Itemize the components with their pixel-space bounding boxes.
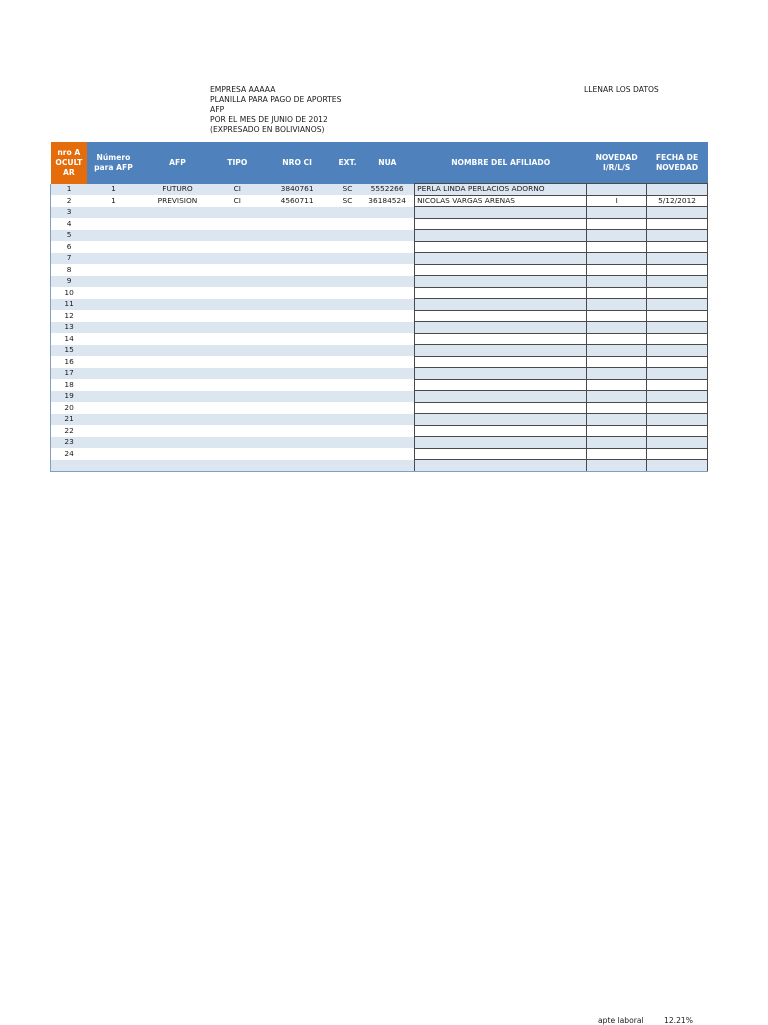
cell-numero[interactable] — [87, 368, 139, 380]
cell-numero[interactable] — [87, 218, 139, 230]
cell-tipo[interactable] — [215, 287, 259, 299]
cell-nro-ci[interactable]: 3840761 — [259, 184, 335, 196]
cell-novedad[interactable] — [587, 184, 647, 196]
cell-nro[interactable]: 11 — [51, 299, 88, 311]
cell-nro[interactable]: 15 — [51, 345, 88, 357]
cell-nua[interactable] — [360, 356, 415, 368]
cell-nombre[interactable] — [415, 241, 587, 253]
cell-tipo[interactable] — [215, 241, 259, 253]
cell-novedad[interactable]: I — [587, 195, 647, 207]
cell-numero[interactable] — [87, 460, 139, 472]
cell-novedad[interactable] — [587, 218, 647, 230]
cell-novedad[interactable] — [587, 425, 647, 437]
table-row — [51, 379, 708, 391]
cell-nombre[interactable] — [415, 425, 587, 437]
cell-nro[interactable]: 24 — [51, 448, 88, 460]
cell-nua[interactable] — [360, 276, 415, 288]
cell-afp[interactable] — [140, 322, 216, 334]
cell-nua[interactable] — [360, 437, 415, 449]
cell-nro-ci[interactable] — [259, 322, 335, 334]
cell-tipo[interactable] — [215, 218, 259, 230]
cell-nro[interactable]: 1 — [51, 184, 88, 196]
cell-nro[interactable]: 20 — [51, 402, 88, 414]
cell-afp[interactable] — [140, 425, 216, 437]
cell-ext[interactable] — [335, 253, 360, 265]
cell-nro[interactable]: 10 — [51, 287, 88, 299]
cell-nua[interactable] — [360, 310, 415, 322]
cell-tipo[interactable]: CI — [233, 195, 241, 205]
cell-nro-ci[interactable] — [259, 414, 335, 426]
cell-afp[interactable] — [140, 264, 216, 276]
cell-nro-ci[interactable] — [259, 356, 335, 368]
cell-nro-ci[interactable] — [259, 264, 335, 276]
cell-ext[interactable] — [335, 322, 360, 334]
cell-nro[interactable]: 16 — [51, 356, 88, 368]
table-row — [51, 333, 708, 345]
col-header-nua: NUA — [360, 142, 415, 184]
cell-nro-ci[interactable] — [259, 379, 335, 391]
cell-fecha[interactable] — [647, 230, 708, 242]
cell-nro-ci[interactable] — [259, 241, 335, 253]
cell-nro[interactable]: 22 — [51, 425, 88, 437]
cell-nombre[interactable] — [415, 402, 587, 414]
cell-ext[interactable] — [335, 379, 360, 391]
cell-fecha[interactable] — [647, 391, 708, 403]
cell-numero[interactable] — [87, 414, 139, 426]
cell-afp[interactable] — [140, 437, 216, 449]
cell-afp[interactable] — [140, 448, 216, 460]
table-row — [51, 460, 708, 472]
cell-numero[interactable] — [87, 241, 139, 253]
cell-afp[interactable] — [140, 391, 216, 403]
cell-nro[interactable]: 13 — [51, 322, 88, 334]
fill-data-note: LLENAR LOS DATOS — [584, 85, 659, 94]
cell-numero[interactable] — [87, 333, 139, 345]
cell-novedad[interactable] — [587, 241, 647, 253]
table-row — [51, 425, 708, 437]
cell-nro-ci[interactable] — [259, 299, 335, 311]
cell-ext[interactable] — [335, 414, 360, 426]
cell-nua[interactable] — [360, 391, 415, 403]
table-row — [51, 402, 708, 414]
cell-ext[interactable] — [335, 333, 360, 345]
table-row — [51, 218, 708, 230]
cell-tipo[interactable] — [215, 322, 259, 334]
cell-ext[interactable]: SC — [335, 184, 360, 196]
cell-tipo[interactable] — [215, 345, 259, 357]
cell-nua[interactable] — [360, 402, 415, 414]
cell-ext[interactable] — [335, 310, 360, 322]
report-period: POR EL MES DE JUNIO DE 2012 — [210, 115, 328, 124]
cell-afp[interactable]: PREVISION — [157, 195, 198, 205]
cell-nro[interactable]: 5 — [51, 230, 88, 242]
cell-fecha[interactable] — [647, 402, 708, 414]
cell-nua[interactable] — [360, 241, 415, 253]
report-currency: (EXPRESADO EN BOLIVIANOS) — [210, 125, 325, 134]
cell-nro-ci[interactable] — [259, 391, 335, 403]
cell-numero[interactable]: 1 — [87, 184, 139, 196]
cell-nro-ci[interactable] — [259, 230, 335, 242]
cell-numero[interactable] — [87, 356, 139, 368]
cell-afp[interactable] — [140, 310, 216, 322]
cell-numero[interactable] — [87, 402, 139, 414]
cell-tipo[interactable] — [215, 299, 259, 311]
cell-nombre[interactable] — [415, 299, 587, 311]
cell-nombre[interactable] — [415, 218, 587, 230]
col-header-nombre: NOMBRE DEL AFILIADO — [415, 142, 587, 184]
cell-ext[interactable] — [335, 425, 360, 437]
cell-afp[interactable] — [140, 356, 216, 368]
cell-fecha[interactable] — [647, 218, 708, 230]
cell-nro[interactable]: 14 — [51, 333, 88, 345]
col-header-fecha: FECHA DE NOVEDAD — [647, 142, 708, 184]
table-row — [51, 241, 708, 253]
cell-novedad[interactable] — [587, 264, 647, 276]
cell-ext[interactable] — [335, 299, 360, 311]
cell-tipo[interactable] — [215, 230, 259, 242]
table-row — [51, 356, 708, 368]
cell-tipo[interactable] — [215, 460, 259, 472]
cell-afp[interactable] — [140, 460, 216, 472]
cell-nua[interactable] — [360, 345, 415, 357]
cell-novedad[interactable] — [587, 230, 647, 242]
cell-fecha[interactable] — [647, 460, 708, 472]
company-name: EMPRESA AAAAA — [210, 85, 276, 94]
cell-fecha[interactable] — [647, 241, 708, 253]
cell-fecha[interactable] — [647, 310, 708, 322]
cell-nua[interactable] — [360, 460, 415, 472]
cell-tipo[interactable] — [215, 425, 259, 437]
cell-nro[interactable]: 18 — [51, 379, 88, 391]
cell-ext[interactable]: SC — [342, 195, 353, 205]
cell-nua[interactable]: 36184524 — [368, 195, 406, 205]
cell-nro[interactable] — [51, 460, 88, 472]
cell-ext[interactable] — [335, 218, 360, 230]
cell-fecha[interactable] — [647, 437, 708, 449]
cell-numero[interactable] — [87, 345, 139, 357]
table-row — [51, 437, 708, 449]
contributions-table — [50, 142, 708, 472]
cell-novedad[interactable] — [587, 402, 647, 414]
cell-numero[interactable] — [87, 287, 139, 299]
col-header-nro: nro A OCULT AR — [51, 142, 88, 184]
cell-nro[interactable]: 2 — [51, 195, 88, 207]
cell-nro[interactable]: 7 — [51, 253, 88, 265]
cell-nua[interactable] — [360, 218, 415, 230]
cell-tipo[interactable] — [215, 310, 259, 322]
cell-novedad[interactable] — [587, 287, 647, 299]
cell-nombre[interactable] — [415, 368, 587, 380]
cell-nua[interactable] — [360, 379, 415, 391]
cell-nombre[interactable] — [415, 230, 587, 242]
table-row — [51, 195, 708, 207]
cell-novedad[interactable] — [587, 322, 647, 334]
cell-nro-ci[interactable] — [259, 437, 335, 449]
cell-afp[interactable] — [140, 276, 216, 288]
cell-nombre[interactable] — [415, 264, 587, 276]
cell-nro-ci[interactable] — [259, 253, 335, 265]
cell-numero[interactable] — [87, 230, 139, 242]
table-row — [51, 253, 708, 265]
cell-fecha[interactable] — [647, 345, 708, 357]
cell-afp[interactable] — [140, 230, 216, 242]
cell-fecha[interactable] — [647, 448, 708, 460]
cell-fecha[interactable] — [647, 333, 708, 345]
cell-afp[interactable] — [140, 402, 216, 414]
cell-ext[interactable] — [335, 460, 360, 472]
cell-ext[interactable] — [335, 264, 360, 276]
cell-novedad[interactable] — [587, 356, 647, 368]
cell-ext[interactable] — [335, 368, 360, 380]
cell-nro-ci[interactable] — [259, 218, 335, 230]
table-row — [51, 184, 708, 196]
cell-tipo[interactable] — [215, 333, 259, 345]
cell-nombre[interactable] — [415, 379, 587, 391]
cell-novedad[interactable] — [587, 207, 647, 219]
cell-fecha[interactable] — [647, 253, 708, 265]
cell-tipo[interactable] — [215, 276, 259, 288]
cell-nombre[interactable] — [415, 356, 587, 368]
cell-tipo[interactable] — [215, 391, 259, 403]
cell-nua[interactable]: 5552266 — [360, 184, 415, 196]
cell-nua[interactable] — [360, 287, 415, 299]
cell-nro[interactable]: 19 — [51, 391, 88, 403]
cell-nombre[interactable]: PERLA LINDA PERLACIOS ADORNO — [415, 184, 587, 196]
footer-label: apte laboral — [598, 1016, 644, 1025]
cell-numero[interactable]: 1 — [111, 195, 116, 205]
cell-novedad[interactable] — [587, 368, 647, 380]
cell-nro-ci[interactable] — [259, 333, 335, 345]
cell-nro-ci[interactable] — [259, 287, 335, 299]
table-row — [51, 287, 708, 299]
cell-novedad[interactable] — [587, 276, 647, 288]
cell-nro[interactable]: 23 — [51, 437, 88, 449]
cell-ext[interactable] — [335, 287, 360, 299]
cell-numero[interactable] — [87, 437, 139, 449]
cell-nombre[interactable] — [415, 391, 587, 403]
col-header-afp: AFP — [140, 142, 216, 184]
table-row — [51, 368, 708, 380]
cell-fecha[interactable]: 5/12/2012 — [647, 195, 708, 207]
cell-nombre[interactable] — [415, 287, 587, 299]
cell-tipo[interactable] — [215, 379, 259, 391]
cell-afp[interactable] — [140, 241, 216, 253]
cell-nro-ci[interactable] — [259, 368, 335, 380]
cell-numero[interactable] — [87, 276, 139, 288]
cell-nua[interactable] — [360, 425, 415, 437]
cell-fecha[interactable] — [647, 299, 708, 311]
table-row — [51, 264, 708, 276]
cell-afp[interactable] — [140, 333, 216, 345]
table-row — [51, 414, 708, 426]
cell-nro-ci[interactable] — [259, 207, 335, 219]
cell-novedad[interactable] — [587, 253, 647, 265]
cell-tipo[interactable] — [215, 356, 259, 368]
cell-nro-ci[interactable]: 4560711 — [280, 195, 314, 205]
cell-afp[interactable] — [140, 414, 216, 426]
col-header-tipo: TIPO — [215, 142, 259, 184]
cell-ext[interactable] — [335, 207, 360, 219]
cell-nombre[interactable] — [415, 276, 587, 288]
cell-tipo[interactable] — [215, 264, 259, 276]
cell-nombre[interactable] — [415, 207, 587, 219]
cell-numero[interactable] — [87, 322, 139, 334]
cell-nua[interactable] — [360, 264, 415, 276]
cell-nua[interactable] — [360, 299, 415, 311]
cell-ext[interactable] — [335, 230, 360, 242]
cell-nro[interactable]: 6 — [51, 241, 88, 253]
cell-novedad[interactable] — [587, 414, 647, 426]
cell-nua[interactable] — [360, 230, 415, 242]
cell-fecha[interactable] — [647, 414, 708, 426]
cell-numero[interactable] — [87, 253, 139, 265]
cell-novedad[interactable] — [587, 310, 647, 322]
table-row — [51, 276, 708, 288]
cell-numero[interactable] — [87, 379, 139, 391]
cell-nombre[interactable] — [415, 448, 587, 460]
cell-nro[interactable]: 21 — [51, 414, 88, 426]
cell-novedad[interactable] — [587, 345, 647, 357]
cell-numero[interactable] — [87, 425, 139, 437]
cell-numero[interactable] — [87, 310, 139, 322]
table-row — [51, 299, 708, 311]
cell-afp[interactable] — [140, 218, 216, 230]
cell-nombre[interactable]: NICOLAS VARGAS ARENAS — [415, 195, 587, 207]
cell-afp[interactable] — [140, 379, 216, 391]
cell-fecha[interactable] — [647, 287, 708, 299]
cell-fecha[interactable] — [647, 368, 708, 380]
cell-nombre[interactable] — [415, 460, 587, 472]
cell-tipo[interactable] — [215, 437, 259, 449]
cell-nro[interactable]: 3 — [51, 207, 88, 219]
cell-nro[interactable]: 17 — [51, 368, 88, 380]
cell-ext[interactable] — [335, 402, 360, 414]
cell-nro[interactable]: 8 — [51, 264, 88, 276]
cell-nombre[interactable] — [415, 322, 587, 334]
cell-tipo[interactable] — [215, 402, 259, 414]
cell-novedad[interactable] — [587, 448, 647, 460]
cell-ext[interactable] — [335, 356, 360, 368]
cell-novedad[interactable] — [587, 299, 647, 311]
table-row — [51, 230, 708, 242]
cell-nua[interactable] — [360, 333, 415, 345]
cell-nua[interactable] — [360, 322, 415, 334]
report-header — [210, 85, 341, 135]
cell-fecha[interactable] — [647, 425, 708, 437]
cell-fecha[interactable] — [647, 322, 708, 334]
cell-tipo[interactable] — [215, 253, 259, 265]
cell-nro-ci[interactable] — [259, 276, 335, 288]
cell-numero[interactable] — [87, 299, 139, 311]
cell-afp[interactable] — [140, 207, 216, 219]
table-row — [51, 345, 708, 357]
cell-nombre[interactable] — [415, 414, 587, 426]
cell-ext[interactable] — [335, 437, 360, 449]
cell-nro-ci[interactable] — [259, 402, 335, 414]
col-header-nro-ci: NRO CI — [259, 142, 335, 184]
cell-nua[interactable] — [360, 448, 415, 460]
cell-novedad[interactable] — [587, 437, 647, 449]
footer-value: 12.21% — [664, 1016, 693, 1025]
cell-nro-ci[interactable] — [259, 425, 335, 437]
cell-numero[interactable] — [87, 391, 139, 403]
col-header-ext: EXT. — [335, 142, 360, 184]
cell-afp[interactable] — [140, 253, 216, 265]
cell-nua[interactable] — [360, 207, 415, 219]
cell-nombre[interactable] — [415, 253, 587, 265]
cell-ext[interactable] — [335, 448, 360, 460]
cell-nro-ci[interactable] — [259, 448, 335, 460]
cell-afp[interactable] — [140, 345, 216, 357]
col-header-novedad: NOVEDAD I/R/L/S — [587, 142, 647, 184]
cell-fecha[interactable] — [647, 207, 708, 219]
cell-ext[interactable] — [335, 345, 360, 357]
cell-nro[interactable]: 12 — [51, 310, 88, 322]
table-row — [51, 207, 708, 219]
cell-ext[interactable] — [335, 391, 360, 403]
cell-afp[interactable] — [140, 287, 216, 299]
cell-nombre[interactable] — [415, 437, 587, 449]
cell-tipo[interactable] — [215, 448, 259, 460]
cell-nro[interactable]: 9 — [51, 276, 88, 288]
cell-novedad[interactable] — [587, 379, 647, 391]
cell-numero[interactable] — [87, 448, 139, 460]
col-header-numero: Número para AFP — [87, 142, 139, 184]
cell-nua[interactable] — [360, 253, 415, 265]
table-row — [51, 448, 708, 460]
cell-nua[interactable] — [360, 414, 415, 426]
cell-fecha[interactable] — [647, 379, 708, 391]
cell-nro-ci[interactable] — [259, 345, 335, 357]
cell-afp[interactable]: FUTURO — [140, 184, 216, 196]
cell-novedad[interactable] — [587, 333, 647, 345]
cell-fecha[interactable] — [647, 276, 708, 288]
cell-afp[interactable] — [140, 368, 216, 380]
cell-tipo[interactable]: CI — [215, 184, 259, 196]
table-row — [51, 322, 708, 334]
cell-novedad[interactable] — [587, 460, 647, 472]
cell-numero[interactable] — [87, 207, 139, 219]
cell-nro[interactable]: 4 — [51, 218, 88, 230]
cell-tipo[interactable] — [215, 368, 259, 380]
cell-nua[interactable] — [360, 368, 415, 380]
cell-nombre[interactable] — [415, 345, 587, 357]
cell-fecha[interactable] — [647, 356, 708, 368]
cell-fecha[interactable] — [647, 184, 708, 196]
cell-ext[interactable] — [335, 241, 360, 253]
cell-tipo[interactable] — [215, 207, 259, 219]
cell-afp[interactable] — [140, 299, 216, 311]
cell-fecha[interactable] — [647, 264, 708, 276]
table-row — [51, 391, 708, 403]
table-header-row — [51, 142, 708, 184]
cell-nombre[interactable] — [415, 310, 587, 322]
cell-nombre[interactable] — [415, 333, 587, 345]
cell-novedad[interactable] — [587, 391, 647, 403]
report-title: PLANILLA PARA PAGO DE APORTES — [210, 95, 342, 104]
cell-nro-ci[interactable] — [259, 460, 335, 472]
table-row — [51, 310, 708, 322]
cell-numero[interactable] — [87, 264, 139, 276]
cell-ext[interactable] — [335, 276, 360, 288]
report-subtitle: AFP — [210, 105, 225, 114]
cell-nro-ci[interactable] — [259, 310, 335, 322]
cell-tipo[interactable] — [215, 414, 259, 426]
